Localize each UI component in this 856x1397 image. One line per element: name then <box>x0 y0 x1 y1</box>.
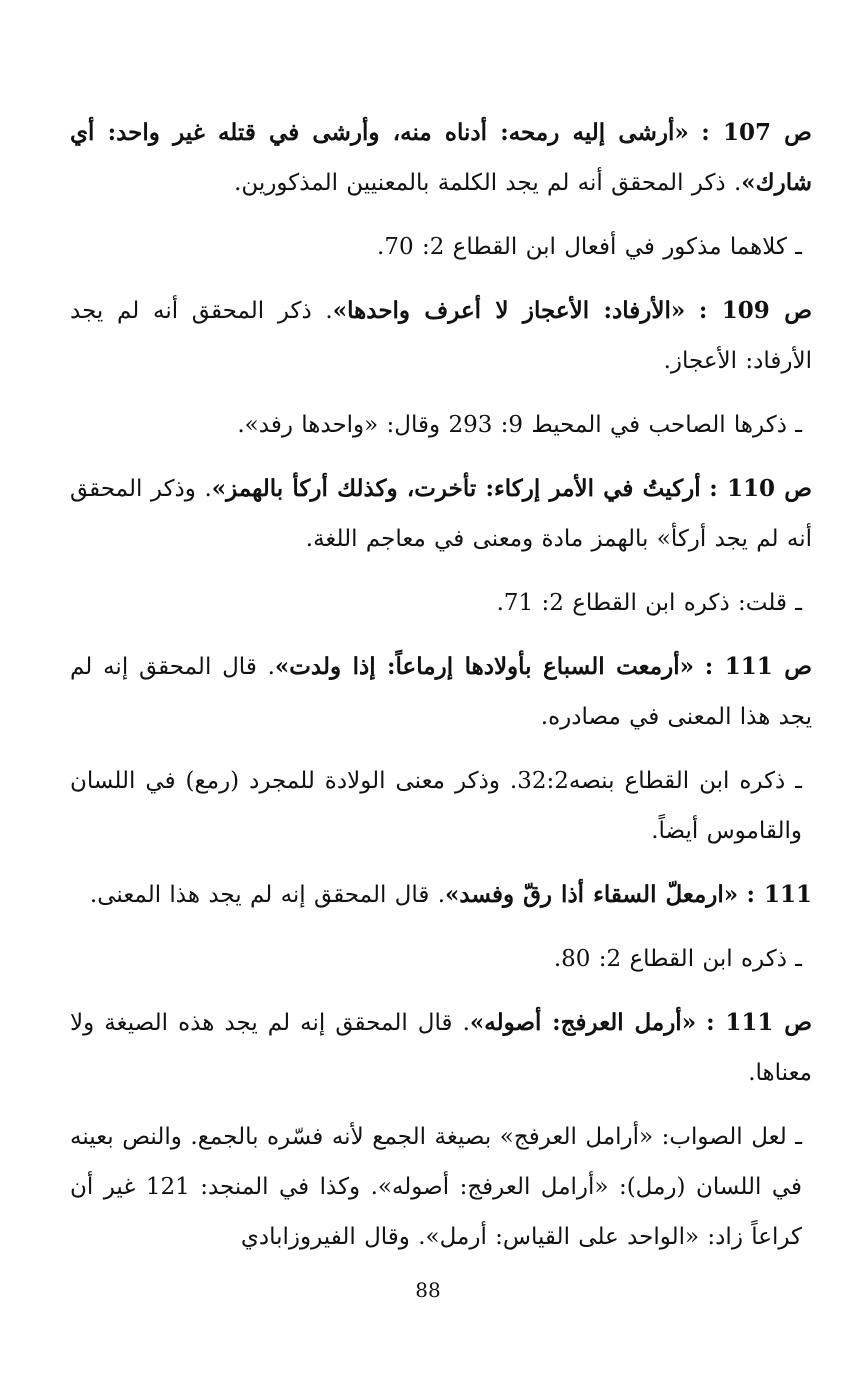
entry-111-c <box>70 998 812 1098</box>
quoted-text: «أرمعت السباع بأولادها إرماعاً: إذا ولدت» <box>274 653 694 680</box>
page-reference: ص 111 : <box>704 653 813 680</box>
editor-comment: . قال المحقق إنه لم يجد هذا المعنى في مصادره. <box>70 654 812 730</box>
correction-note-110: ـ قلت: ذكره ابن القطاع 2: 71. <box>496 590 802 616</box>
page-reference: 111 : <box>746 881 812 908</box>
editor-comment: . وذكر المحقق أنه لم يجد أركأ» بالهمز مادة ومعنى في معاجم اللغة. <box>70 476 812 552</box>
page-reference: ص 111 : <box>706 1009 813 1036</box>
editor-comment: . قال المحقق إنه لم يجد هذه الصيغة ولا معناها. <box>70 1010 812 1086</box>
page-reference: ص 109 : <box>698 297 812 324</box>
page-reference: ص 107 : <box>701 119 812 146</box>
quoted-text: «ارمعلّ السقاء أذا رقّ وفسد» <box>445 881 739 908</box>
editor-comment: . قال المحقق إنه لم يجد هذا المعنى. <box>89 882 446 908</box>
page-reference: ص 110 : <box>709 475 813 502</box>
editor-comment: . ذكر المحقق أنه لم يجد الكلمة بالمعنيين المذكورين. <box>234 170 742 196</box>
entry-111-b <box>70 870 812 920</box>
entry-109 <box>70 286 812 386</box>
entry-107 <box>70 108 812 208</box>
quoted-text: أركيتُ في الأمر إركاء: تأخرت، وكذلك أركأ بالهمز» <box>211 475 701 502</box>
quoted-text: «أرشى إليه رمحه: أدناه منه، وأرشى في قتله غير واحد: أي شارك» <box>70 119 812 196</box>
page-number: 88 <box>415 1278 441 1302</box>
entry-111-a <box>70 642 812 742</box>
book-page <box>70 108 812 1397</box>
correction-note-107: ـ كلاهما مذكور في أفعال ابن القطاع 2: 70. <box>377 234 802 260</box>
entry-110 <box>70 464 812 564</box>
quoted-text: «أرمل العرفج: أصوله» <box>469 1009 697 1036</box>
quoted-text: «الأرفاد: الأعجاز لا أعرف واحدها» <box>332 297 686 324</box>
correction-note-109: ـ ذكرها الصاحب في المحيط 9: 293 وقال: «واحدها رفد». <box>237 412 802 438</box>
correction-note-111-c: ـ لعل الصواب: «أرامل العرفج» بصيغة الجمع لأنه فسّره بالجمع. والنص بعينه في اللسان (رمل): «أرامل العرفج: أصوله». وكذا في المنجد: 121 غير أن كراعاً زاد: «الواحد على القياس: أرمل». وقال الفيروزابادي <box>70 1124 802 1250</box>
editor-comment: . ذكر المحقق أنه لم يجد الأرفاد: الأعجاز. <box>70 298 812 374</box>
correction-note-111-a: ـ ذكره ابن القطاع بنصه32:2. وذكر معنى الولادة للمجرد (رمع) في اللسان والقاموس أيضاً. <box>70 768 802 844</box>
correction-note-111-b: ـ ذكره ابن القطاع 2: 80. <box>553 946 802 972</box>
